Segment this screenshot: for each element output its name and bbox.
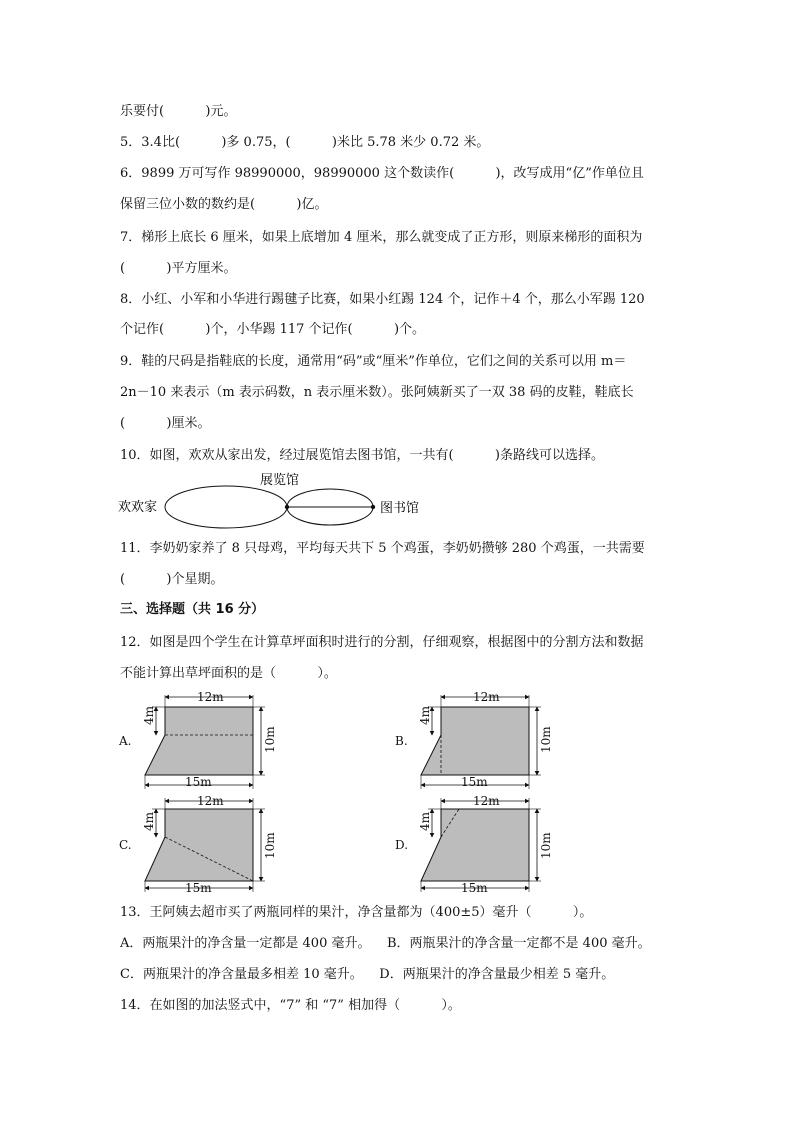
svg-text:10m: 10m <box>539 832 553 859</box>
svg-text:12m: 12m <box>473 690 500 704</box>
label-home: 欢欢家 <box>118 500 158 515</box>
text-line: 2n－10 来表示（m 表示码数，n 表示厘米数）。张阿姨新买了一双 38 码的皮鞋，鞋底长 <box>120 385 634 400</box>
label-library: 图书馆 <box>380 501 420 516</box>
route-node-expo <box>285 505 289 509</box>
trapezoid-figures <box>115 685 555 900</box>
svg-text:12m: 12m <box>473 794 500 808</box>
text-line: ( )个星期。 <box>120 572 224 587</box>
question-13: 13．王阿姨去超市买了两瓶同样的果汁，净含量都为（400±5）毫升（ ）。 <box>120 905 593 920</box>
text-line: 不能计算出草坪面积的是（ ）。 <box>120 666 337 681</box>
option-line: A．两瓶果汁的净含量一定都是 400 毫升。 B．两瓶果汁的净含量一定都不是 400 毫升。 <box>120 936 651 951</box>
svg-text:10m: 10m <box>263 832 277 859</box>
section-heading: 三、选择题（共 16 分） <box>120 602 265 617</box>
question-5: 5．3.4比( )多 0.75，( )米比 5.78 米少 0.72 米。 <box>120 135 490 150</box>
question-11: 11．李奶奶家养了 8 只母鸡，平均每天共下 5 个鸡蛋，李奶奶攒够 280 个鸡蛋，一共需要 <box>120 541 645 556</box>
svg-text:4m: 4m <box>418 811 432 831</box>
text-line: ( )平方厘米。 <box>120 261 237 276</box>
svg-text:15m: 15m <box>461 775 488 789</box>
question-12: 12．如图是四个学生在计算草坪面积时进行的分割，仔细观察，根据图中的分割方法和数据 <box>120 635 644 650</box>
option-b-label: B. <box>395 734 408 748</box>
figure-c <box>119 794 277 895</box>
text-line: 保留三位小数的数约是( )亿。 <box>120 197 328 212</box>
svg-text:15m: 15m <box>185 881 212 895</box>
svg-text:10m: 10m <box>263 726 277 753</box>
svg-text:15m: 15m <box>185 775 212 789</box>
svg-text:4m: 4m <box>418 705 432 725</box>
figure-b <box>395 690 553 789</box>
option-line: C．两瓶果汁的净含量最多相差 10 毫升。 D．两瓶果汁的净含量最少相差 5 毫升。 <box>120 967 615 982</box>
svg-text:12m: 12m <box>197 690 224 704</box>
svg-text:4m: 4m <box>142 705 156 725</box>
question-8: 8．小红、小军和小华进行踢毽子比赛，如果小红踢 124 个，记作＋4 个，那么小军踢 120 <box>120 292 645 307</box>
route-left-ellipse <box>165 486 287 528</box>
svg-text:12m: 12m <box>197 794 224 808</box>
option-d-label: D. <box>395 838 409 852</box>
text-line: 乐要付( )元。 <box>120 104 237 119</box>
question-14: 14．在如图的加法竖式中，“7” 和 “7” 相加得（ ）。 <box>120 998 461 1013</box>
question-7: 7．梯形上底长 6 厘米，如果上底增加 4 厘米，那么就变成了正方形，则原来梯形的面积为 <box>120 230 643 245</box>
option-c-label: C. <box>119 838 132 852</box>
figure-d <box>395 794 553 895</box>
label-expo: 展览馆 <box>260 473 300 488</box>
svg-text:15m: 15m <box>461 881 488 895</box>
svg-text:4m: 4m <box>142 811 156 831</box>
question-6: 6．9899 万可写作 98990000，98990000 这个数读作( )，改写成用“亿”作单位且 <box>120 166 644 181</box>
svg-text:10m: 10m <box>539 726 553 753</box>
route-diagram <box>115 470 475 532</box>
option-a-label: A. <box>119 734 132 748</box>
text-line: ( )厘米。 <box>120 416 211 431</box>
text-line: 个记作( )个，小华踢 117 个记作( )个。 <box>120 322 426 337</box>
question-10: 10．如图，欢欢从家出发，经过展览馆去图书馆，一共有( )条路线可以选择。 <box>120 448 605 463</box>
figure-a <box>118 690 277 789</box>
question-9: 9．鞋的尺码是指鞋底的长度，通常用“码”或“厘米”作单位，它们之间的关系可以用 m＝ <box>120 354 627 369</box>
route-node-library <box>371 505 375 509</box>
